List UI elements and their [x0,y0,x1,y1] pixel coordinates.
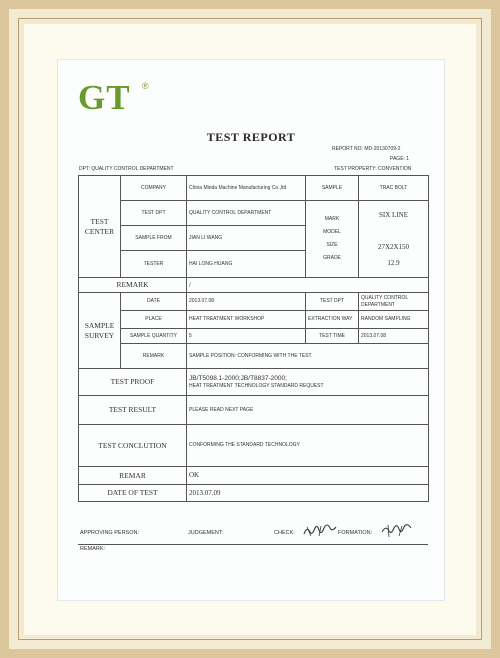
grade-value: 12.9 [387,259,400,268]
test-time-value: 2013.07.08 [359,329,429,344]
sample-label: SAMPLE [306,176,359,201]
test-dpt-label: TEST DPT [121,201,187,226]
sample-survey-label: SAMPLE SURVEY [79,293,121,369]
survey-remark-label: REMARK [121,344,187,369]
gt-logo: GT [78,78,131,117]
date-label: DATE [121,293,187,311]
date-of-test-label: DATE OF TEST [79,485,187,502]
sample-value: TRAC BOLT [359,176,429,201]
page-number: PAGE: 1 [390,156,410,162]
place-value: HEAT TREATMENT WORKSHOP [187,311,306,329]
formation-signature [380,522,414,540]
test-conclusion-label: TEST CONCLUTION [79,425,187,467]
place-label: PLACE [121,311,187,329]
remark-label: REMARK [79,278,187,293]
registered-mark: ® [142,81,149,91]
size-value: 27X2X150 [377,243,410,251]
report-table [78,175,429,502]
test-proof-line1: JB/T5098.1-2000;JB/T8837-2000; [189,374,287,382]
test-conclusion-value: CONFORMING THE STANDARD TECHNOLOGY [187,425,429,467]
remark-value: / [187,278,429,293]
date-value: 2013.07.08 [187,293,306,311]
department-line: DPT: QUALITY CONTROL DEPARTMENT [79,166,174,172]
tester-value: HAI LONG HUANG [187,251,306,278]
survey-remark-value: SAMPLE POSITION: CONFORMING WITH THE TEST [187,344,429,369]
test-center-label: TEST CENTER [79,176,121,278]
mark-size-grade-values [359,201,429,278]
test-time-label: TEST TIME [306,329,359,344]
remar-value: OK [187,467,429,485]
size-label: SIZE [326,242,338,248]
sample-from-value: JIAN LI WANG [187,226,306,251]
date-of-test-value: 2013.07.09 [187,485,429,502]
grade-label: GRADE [323,255,341,261]
approval-row [78,527,428,541]
check-label: CHECK: [274,530,295,536]
mark-model-size-grade-labels [306,201,359,278]
sample-from-label: SAMPLE FROM [121,226,187,251]
extraction-way-label: EXTRACTION WAY [306,311,359,329]
survey-test-dpt-value: QUALITY CONTROL DEPARTMENT [359,293,429,311]
company-label: COMPANY [121,176,187,201]
judgement-label: JUDGEMENT: [188,530,224,536]
test-dpt-value: QUALITY CONTROL DEPARTMENT [187,201,306,226]
test-proof-line2: HEAT TREATMENT TECHNOLOGY STANDARD REQUEST [189,382,324,389]
check-signature [301,522,341,540]
test-result-value: PLEASE READ NEXT PAGE [187,396,429,425]
test-proof-value [187,369,429,396]
test-report-document [58,60,444,600]
report-title: TEST REPORT [206,130,296,144]
report-number: REPORT NO: MD-20130709-2 [332,146,401,152]
test-property: TEST PROPERTY: CONVENTION [334,166,412,172]
footer-remark-label: REMARK: [80,546,106,552]
company-value: China Minda Machine Manufacturing Co.,ltd [187,176,306,201]
formation-label: FORMATION: [338,530,373,536]
sample-quantity-label: SAMPLE QUANTITY [121,329,187,344]
tester-label: TESTER [121,251,187,278]
mark-value: SIX LINE [379,210,408,219]
mark-label: MARK [324,216,340,222]
remar-label: REMAR [79,467,187,485]
survey-test-dpt-label: TEST DPT [306,293,359,311]
model-label: MODEL [323,229,341,235]
sample-quantity-value: 5 [187,329,306,344]
extraction-way-value: RANDOM SAMPLING [359,311,429,329]
footer-divider [78,544,428,545]
test-result-label: TEST RESULT [79,396,187,425]
test-proof-label: TEST PROOF [79,369,187,396]
approving-person-label: APPROVING PERSON: [80,530,139,536]
